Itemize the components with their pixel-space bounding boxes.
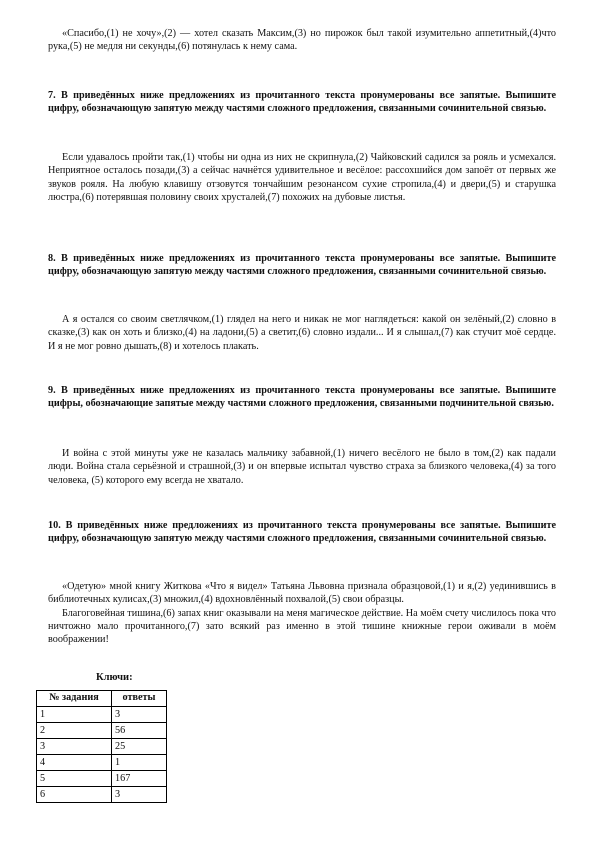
answer-key-header-row xyxy=(37,691,167,707)
task-7-text: Если удавалось пройти так,(1) чтобы ни одна из них не скрипнула,(2) Чайковский садился за рояль и усмехался. Неприятное осталось позади,(3) а сейчас начнётся удивительное и весёлое: рассохшийся дом запоёт от первых же звуков рояля. На любую клавишу отзовутся тончайшим резонансом сухие стропила,(4) и двери,(5) и старушка люстра,(6) потерявшая половину своих хрусталей,(7) похожих на дубовые листья. xyxy=(48,152,556,203)
task-7-question: 7. В приведённых ниже предложениях из прочитанного текста пронумерованы все запятые. Выпишите цифру, обозначающую запятую между частями сложного предложения, связанными сочинительной связью. xyxy=(48,90,556,115)
task-number-cell: 5 xyxy=(37,771,112,787)
answer-cell: 1 xyxy=(112,755,167,771)
task-9-passage xyxy=(48,447,556,487)
answer-cell: 56 xyxy=(112,723,167,739)
task-8-question: 8. В приведённых ниже предложениях из прочитанного текста пронумерованы все запятые. Выпишите цифру, обозначающую запятую между частями сложного предложения, связанными сочинительной связью. xyxy=(48,253,556,278)
task-7-passage xyxy=(48,151,556,204)
table-row xyxy=(37,771,167,787)
task-8-passage xyxy=(48,313,556,353)
task-10-text-2: Благоговейная тишина,(6) запах книг оказывали на меня магическое действие. На моём счету числилось пока что ничтожно мало прочитанного,(7) зато всякий раз именно в этой тишине книжные герои оживали в моём воображении! xyxy=(48,607,556,646)
task-9 xyxy=(48,384,556,411)
task-number-cell: 2 xyxy=(37,723,112,739)
task-10-question: 10. В приведённых ниже предложениях из прочитанного текста пронумерованы все запятые. Выпишите цифру, обозначающую запятую между частями сложного предложения, связанными сочинительной связью. xyxy=(48,520,556,545)
task-9-question: 9. В приведённых ниже предложениях из прочитанного текста пронумерованы все запятые. Выпишите цифры, обозначающие запятые между частями сложного предложения, связанными подчинительной связью. xyxy=(48,385,556,410)
task-10-text: «Одетую» мной книгу Житкова «Что я видел» Татьяна Львовна признала образцовой,(1) и я,(2) уединившись в библиотечных кулисах,(3) множил,(4) вдохновлённый похвалой,(5) свои образцы. xyxy=(48,581,556,606)
task-8 xyxy=(48,252,556,279)
task-7 xyxy=(48,89,556,116)
keys-title: Ключи: xyxy=(96,672,133,683)
table-row xyxy=(37,707,167,723)
task-number-cell: 1 xyxy=(37,707,112,723)
task-10 xyxy=(48,519,556,546)
table-row xyxy=(37,787,167,803)
header-answers: ответы xyxy=(112,691,167,707)
answer-key-table xyxy=(36,690,167,803)
intro-text: «Спасибо,(1) не хочу»,(2) — хотел сказать Максим,(3) но пирожок был такой изумительно аппетитный,(4)что рука,(5) не медля ни секунды,(6) потянулась к нему сама. xyxy=(48,28,556,53)
task-10-passage xyxy=(48,580,556,646)
task-number-cell: 4 xyxy=(37,755,112,771)
intro-paragraph xyxy=(48,27,556,54)
task-number-cell: 3 xyxy=(37,739,112,755)
task-8-text: А я остался со своим светлячком,(1) глядел на него и никак не мог наглядеться: какой он зелёный,(2) словно в сказке,(3) как он хоть и близко,(4) на ладони,(5) а светит,(6) словно издали... И я слышал,(7) как стучит моё сердце. И я не мог ровно дышать,(8) и хотелось плакать. xyxy=(48,314,556,352)
table-row xyxy=(37,723,167,739)
task-9-text: И война с этой минуты уже не казалась мальчику забавной,(1) ничего весёлого не было в том,(2) как падали люди. Война стала серьёзной и страшной,(3) и он впервые испытал чувство страха за близкого человека,(4) за того человека, (5) которого ему всегда не хватало. xyxy=(48,448,556,486)
answer-cell: 167 xyxy=(112,771,167,787)
table-row xyxy=(37,739,167,755)
task-number-cell: 6 xyxy=(37,787,112,803)
answer-cell: 3 xyxy=(112,787,167,803)
header-task-number: № задания xyxy=(37,691,112,707)
table-row xyxy=(37,755,167,771)
answer-cell: 3 xyxy=(112,707,167,723)
answer-cell: 25 xyxy=(112,739,167,755)
